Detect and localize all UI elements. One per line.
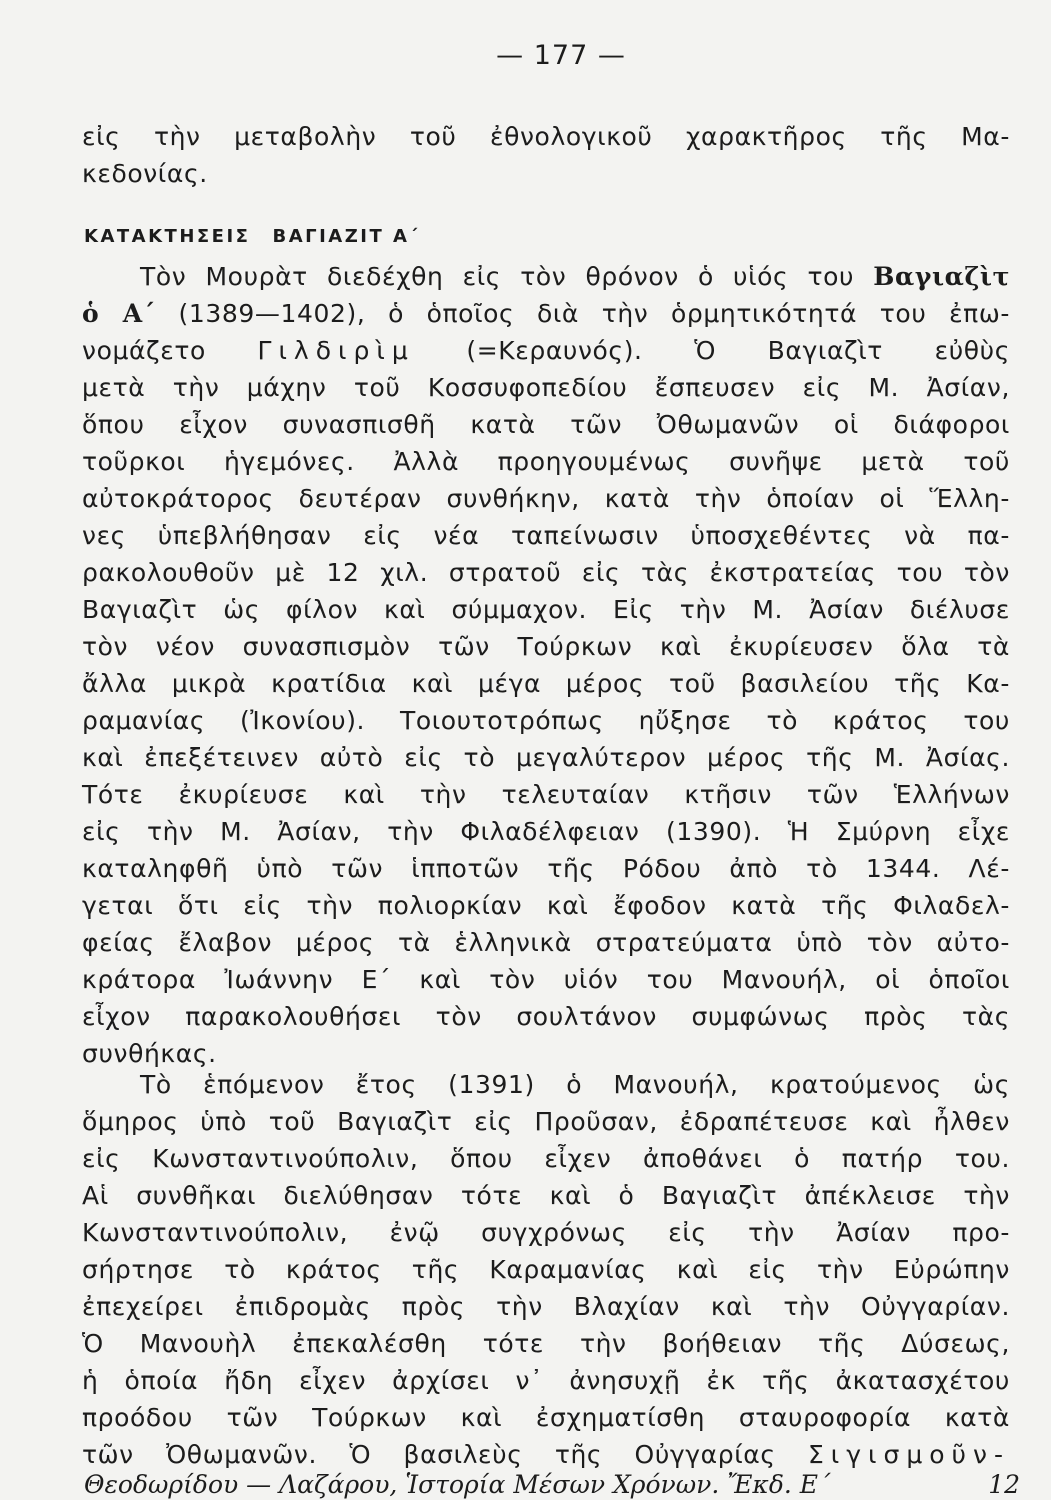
intro-paragraph	[82, 118, 1010, 192]
signature-mark: 12	[988, 1470, 1020, 1499]
text-line: Τότε ἐκυρίευσε καὶ τὴν τελευταίαν κτῆσιν τῶν Ἑλλήνων	[82, 780, 1010, 809]
page-number: — 177 —	[496, 40, 626, 71]
footer-book-reference: Θεοδωρίδου — Λαζάρου, Ἱστορία Μέσων Χρόνων. Ἔκδ. Ε΄	[84, 1470, 831, 1499]
text-line: ἐπεχείρει ἐπιδρομὰς πρὸς τὴν Βλαχίαν καὶ τὴν Οὐγγαρίαν.	[82, 1292, 1010, 1321]
text-line: σήρτησε τὸ κράτος τῆς Καραμανίας καὶ εἰς τὴν Εὐρώπην	[82, 1255, 1010, 1284]
text-line: καταληφθῆ ὑπὸ τῶν ἱπποτῶν τῆς Ρόδου ἀπὸ τὸ 1344. Λέ-	[82, 854, 1010, 883]
text-line: ὅπου εἶχον συνασπισθῆ κατὰ τῶν Ὀθωμανῶν οἱ διάφοροι	[82, 410, 1010, 439]
text-line: ραμανίας (Ἰκονίου). Τοιουτοτρόπως ηὔξησε τὸ κράτος του	[82, 706, 1010, 735]
text-line: Τὸ ἑπόμενον ἔτος (1391) ὁ Μανουήλ, κρατούμενος ὡς	[140, 1070, 1010, 1099]
text-line: εἶχον παρακολουθήσει τὸν σουλτάνον συμφώνως πρὸς τὰς	[82, 1002, 1010, 1031]
para2-last-line	[82, 1436, 1010, 1473]
para1-text: Τὸν Μουρὰτ διεδέχθη εἰς τὸν θρόνον ὁ υἱός του	[140, 262, 874, 291]
text-line: προόδου τῶν Τούρκων καὶ ἐσχηματίσθη σταυροφορία κατὰ	[82, 1403, 1010, 1432]
heading-word-2: ΒΑΓΙΑΖΙΤ Α΄	[272, 226, 420, 247]
text-line: μετὰ τὴν μάχην τοῦ Κοσσυφοπεδίου ἔσπευσεν εἰς Μ. Ἀσίαν,	[82, 373, 1010, 402]
paragraph-1	[82, 258, 1010, 1072]
para1-text: (1389—1402), ὁ ὁποῖος διὰ τὴν ὁρμητικότητά του ἐπω-	[155, 299, 1010, 328]
text-line: Βαγιαζὶτ ὡς φίλον καὶ σύμμαχον. Εἰς τὴν Μ. Ἀσίαν διέλυσε	[82, 595, 1010, 624]
text-line: εἰς Κωνσταντινούπολιν, ὅπου εἶχεν ἀποθάνει ὁ πατήρ του.	[82, 1144, 1010, 1173]
section-heading	[84, 226, 442, 247]
heading-word-1: ΚΑΤΑΚΤΗΣΕΙΣ	[84, 226, 251, 247]
spaced-name: Γιλδιρὶμ	[257, 336, 415, 365]
paragraph-2	[82, 1066, 1010, 1473]
intro-line-2: κεδονίας.	[82, 159, 208, 188]
text-line: Αἱ συνθῆκαι διελύθησαν τότε καὶ ὁ Βαγιαζὶτ ἀπέκλεισε τὴν	[82, 1181, 1010, 1210]
text-line: κράτορα Ἰωάννην Ε΄ καὶ τὸν υἱόν του Μανουήλ, οἱ ὁποῖοι	[82, 965, 1010, 994]
text-line: τοῦρκοι ἡγεμόνες. Ἀλλὰ προηγουμένως συνῆψε μετὰ τοῦ	[82, 447, 1010, 476]
para1-text: νομάζετο	[82, 336, 258, 365]
text-line: νες ὑπεβλήθησαν εἰς νέα ταπείνωσιν ὑποσχεθέντες νὰ πα-	[82, 521, 1010, 550]
intro-line-1: εἰς τὴν μεταβολὴν τοῦ ἐθνολογικοῦ χαρακτῆρος τῆς Μα-	[82, 122, 1010, 151]
spaced-name: Σιγισμοῦν-	[807, 1440, 1010, 1469]
text-line: καὶ ἐπεξέτεινεν αὐτὸ εἰς τὸ μεγαλύτερον μέρος τῆς Μ. Ἀσίας.	[82, 743, 1010, 772]
bold-name: ὁ Α΄	[82, 299, 156, 328]
text-line: Ὁ Μανουὴλ ἐπεκαλέσθη τότε τὴν βοήθειαν τῆς Δύσεως,	[82, 1329, 1010, 1358]
para1-line-3	[82, 332, 1010, 369]
text-line: τὸν νέον συνασπισμὸν τῶν Τούρκων καὶ ἐκυρίευσεν ὅλα τὰ	[82, 632, 1010, 661]
text-line: φείας ἔλαβον μέρος τὰ ἑλληνικὰ στρατεύματα ὑπὸ τὸν αὐτο-	[82, 928, 1010, 957]
text-line: συνθήκας.	[82, 1039, 217, 1068]
bold-name: Βαγιαζὶτ	[873, 262, 1010, 291]
text-line: εἰς τὴν Μ. Ἀσίαν, τὴν Φιλαδέλφειαν (1390). Ἡ Σμύρνη εἶχε	[82, 817, 1010, 846]
para1-text: (=Κεραυνός). Ὁ Βαγιαζὶτ εὐθὺς	[414, 336, 1011, 365]
text-line: Κωνσταντινούπολιν, ἐνῷ συγχρόνως εἰς τὴν Ἀσίαν προ-	[82, 1218, 1010, 1247]
text-line: γεται ὅτι εἰς τὴν πολιορκίαν καὶ ἔφοδον κατὰ τῆς Φιλαδελ-	[82, 891, 1010, 920]
text-line: ἄλλα μικρὰ κρατίδια καὶ μέγα μέρος τοῦ βασιλείου τῆς Κα-	[82, 669, 1010, 698]
para1-line-1	[82, 258, 1010, 295]
text-line: ἡ ὁποία ἤδη εἶχεν ἀρχίσει ν᾿ ἀνησυχῇ ἐκ τῆς ἀκατασχέτου	[82, 1366, 1010, 1395]
text-line: ὅμηρος ὑπὸ τοῦ Βαγιαζὶτ εἰς Προῦσαν, ἐδραπέτευσε καὶ ἦλθεν	[82, 1107, 1010, 1136]
para2-text: τῶν Ὀθωμανῶν. Ὁ βασιλεὺς τῆς Οὐγγαρίας	[82, 1440, 808, 1469]
text-line: ρακολουθοῦν μὲ 12 χιλ. στρατοῦ εἰς τὰς ἐκστρατείας του τὸν	[82, 558, 1010, 587]
text-line: αὐτοκράτορος δευτέραν συνθήκην, κατὰ τὴν ὁποίαν οἱ Ἕλλη-	[82, 484, 1010, 513]
para1-line-2	[82, 295, 1010, 332]
